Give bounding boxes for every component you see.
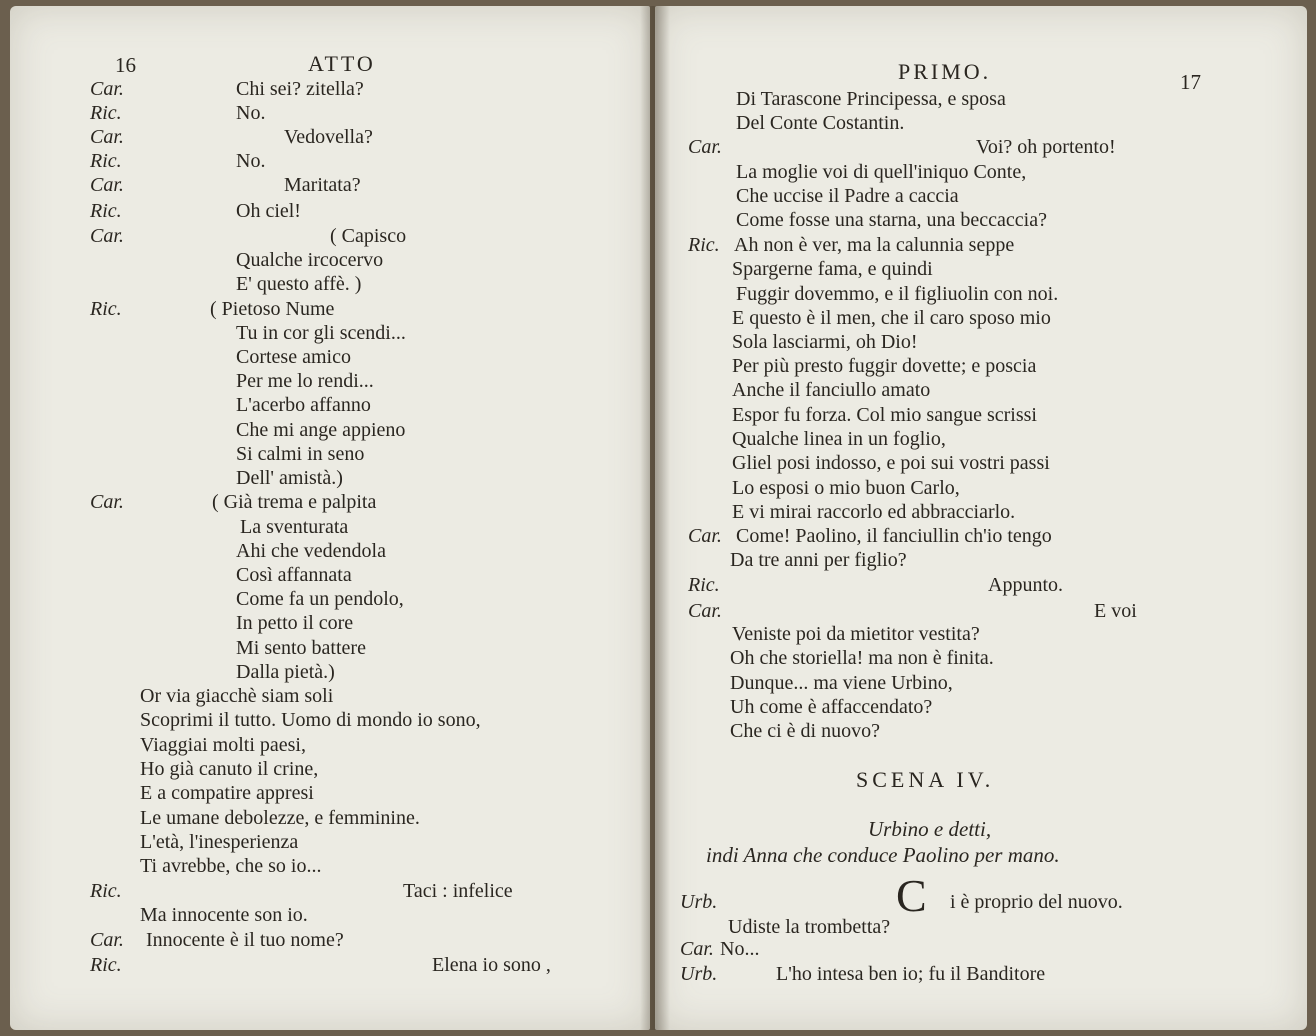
stage-direction: indi Anna che conduce Paolino per mano. — [706, 843, 1060, 867]
verse-line: Vedovella? — [284, 126, 373, 148]
verse-line: ( Già trema e palpita — [212, 491, 377, 513]
verse-line: Viaggiai molti paesi, — [140, 734, 306, 756]
speaker-label: Car. — [688, 600, 722, 622]
verse-line: ( Capisco — [330, 225, 407, 247]
speaker-label: Ric. — [90, 298, 122, 320]
verse-line: Ahi che vedendola — [236, 540, 386, 562]
verse-line: Appunto. — [988, 574, 1063, 596]
verse-line: La moglie voi di quell'iniquo Conte, — [736, 161, 1027, 183]
verse-line: La sventurata — [240, 516, 349, 538]
verse-line: Qualche linea in un foglio, — [732, 428, 946, 450]
speaker-label: Car. — [688, 136, 722, 158]
verse-line: Qualche ircocervo — [236, 249, 384, 271]
verse-line: Che ci è di nuovo? — [730, 720, 880, 742]
verse-line: Spargerne fama, e quindi — [732, 258, 933, 280]
verse-line: Taci : infelice — [403, 880, 513, 902]
verse-line: Le umane debolezze, e femminine. — [140, 807, 420, 829]
speaker-label: Ric. — [688, 234, 720, 256]
verse-line: Oh che storiella! ma non è finita. — [730, 647, 994, 669]
speaker-label: Car. — [90, 225, 124, 247]
verse-line: Di Tarascone Principessa, e sposa — [736, 88, 1006, 110]
verse-line: Del Conte Costantin. — [736, 112, 905, 134]
speaker-label: Ric. — [90, 150, 122, 172]
verse-line: Come fosse una starna, una beccaccia? — [736, 209, 1047, 231]
speaker-label: Urb. — [680, 891, 718, 913]
verse-line: Per più presto fuggir dovette; e poscia — [732, 355, 1037, 377]
speaker-label: Ric. — [90, 200, 122, 222]
scene-title: SCENA IV. — [856, 767, 995, 792]
verse-line: Or via giacchè siam soli — [140, 685, 334, 707]
verse-line: Così affannata — [236, 564, 352, 586]
verse-line: Dunque... ma viene Urbino, — [730, 672, 953, 694]
verse-line: L'acerbo affanno — [236, 394, 371, 416]
verse-line: E' questo affè. ) — [236, 273, 362, 295]
verse-line: Da tre anni per figlio? — [730, 549, 907, 571]
verse-line: Espor fu forza. Col mio sangue scrissi — [732, 404, 1037, 426]
verse-line: Gliel posi indosso, e poi sui vostri passi — [732, 452, 1050, 474]
speaker-label: Ric. — [688, 574, 720, 596]
verse-line: Che uccise il Padre a caccia — [736, 185, 959, 207]
stage-direction: Urbino e detti, — [868, 817, 992, 841]
verse-line: Si calmi in seno — [236, 443, 365, 465]
verse-line: Voi? oh portento! — [976, 136, 1116, 158]
left-page-number: 16 — [115, 53, 136, 77]
verse-line: Scoprimi il tutto. Uomo di mondo io sono, — [140, 709, 481, 731]
verse-line: i è proprio del nuovo. — [950, 891, 1123, 913]
verse-line: Ma innocente son io. — [140, 904, 308, 926]
left-running-header: ATTO — [308, 51, 376, 76]
speaker-label: Ric. — [90, 954, 122, 976]
verse-line: Dell' amistà.) — [236, 467, 343, 489]
book-gutter — [640, 6, 670, 1030]
verse-line: E voi — [1094, 600, 1137, 622]
speaker-label: Car. — [90, 929, 124, 951]
verse-line: Anche il fanciullo amato — [732, 379, 931, 401]
verse-line: Tu in cor gli scendi... — [236, 322, 406, 344]
verse-line: Lo esposi o mio buon Carlo, — [732, 477, 960, 499]
verse-line: Come! Paolino, il fanciullin ch'io tengo — [736, 525, 1052, 547]
verse-line: L'ho intesa ben io; fu il Banditore — [776, 963, 1046, 985]
verse-line: E vi mirai raccorlo ed abbracciarlo. — [732, 501, 1016, 523]
verse-line: E questo è il men, che il caro sposo mio — [732, 307, 1051, 329]
verse-line: Ah non è ver, ma la calunnia seppe — [734, 234, 1015, 256]
verse-line: Oh ciel! — [236, 200, 301, 222]
speaker-label: Car. — [90, 174, 124, 196]
verse-line: Ho già canuto il crine, — [140, 758, 319, 780]
speaker-label: Car. — [90, 491, 124, 513]
verse-line: Ti avrebbe, che so io... — [140, 855, 322, 877]
verse-line: No. — [236, 102, 266, 124]
verse-line: No. — [236, 150, 266, 172]
speaker-label: Car. — [90, 126, 124, 148]
verse-line: L'età, l'inesperienza — [140, 831, 299, 853]
speaker-label: Urb. — [680, 963, 718, 985]
speaker-label: Ric. — [90, 102, 122, 124]
verse-line: Sola lasciarmi, oh Dio! — [732, 331, 918, 353]
verse-line: E a compatire appresi — [140, 782, 314, 804]
verse-line: In petto il core — [236, 612, 354, 634]
speaker-label: Car. — [680, 938, 714, 960]
verse-line: Dalla pietà.) — [236, 661, 335, 683]
verse-line: Uh come è affaccendato? — [730, 696, 933, 718]
verse-line: Mi sento battere — [236, 637, 366, 659]
verse-line: Elena io sono , — [432, 954, 551, 976]
verse-line: No... — [720, 938, 760, 960]
drop-cap: C — [896, 870, 927, 921]
verse-line: Che mi ange appieno — [236, 419, 406, 441]
verse-line: Maritata? — [284, 174, 361, 196]
right-page-number: 17 — [1180, 70, 1201, 94]
verse-line: Per me lo rendi... — [236, 370, 374, 392]
speaker-label: Car. — [688, 525, 722, 547]
verse-line: Chi sei? zitella? — [236, 78, 364, 100]
verse-line: Fuggir dovemmo, e il figliuolin con noi. — [736, 283, 1059, 305]
verse-line: Cortese amico — [236, 346, 351, 368]
verse-line: Innocente è il tuo nome? — [146, 929, 344, 951]
verse-line: Come fa un pendolo, — [236, 588, 404, 610]
speaker-label: Car. — [90, 78, 124, 100]
verse-line: Veniste poi da mietitor vestita? — [732, 623, 980, 645]
verse-line: Udiste la trombetta? — [728, 916, 891, 938]
speaker-label: Ric. — [90, 880, 122, 902]
right-running-header: PRIMO. — [898, 59, 992, 84]
verse-line: ( Pietoso Nume — [210, 298, 335, 320]
